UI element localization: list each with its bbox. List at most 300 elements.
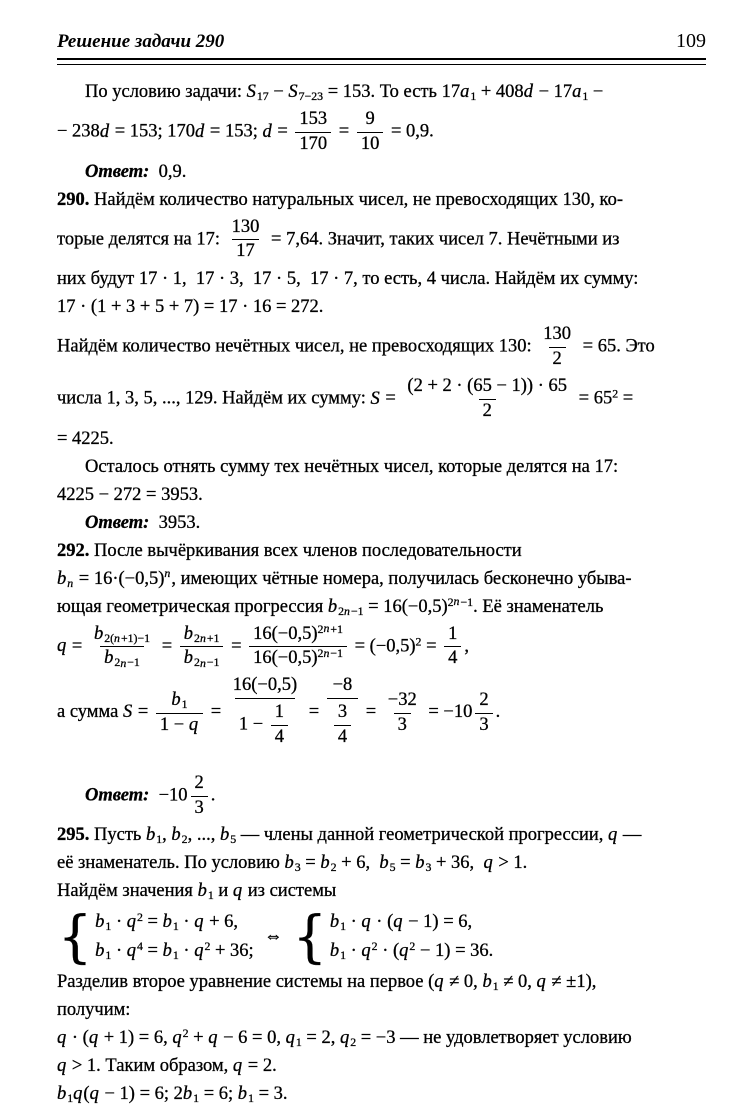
text-run: 2: [317, 646, 324, 661]
subscript: 1: [492, 979, 499, 994]
subscript: 3: [294, 860, 301, 875]
text-run: −: [588, 82, 604, 102]
text-run: q: [194, 912, 204, 933]
text-run: =: [206, 702, 226, 723]
text-run: =: [421, 636, 442, 657]
subscript: 1: [340, 919, 346, 934]
subscript: 5: [389, 860, 396, 875]
text-run: −1: [350, 603, 364, 618]
text-run: ющая геометрическая прогрессия: [57, 596, 328, 617]
text-run: d: [262, 121, 272, 142]
text-run: d: [523, 82, 533, 102]
text-run: n: [344, 603, 350, 618]
text-run: 2(: [104, 630, 115, 645]
text-run: +: [188, 1028, 209, 1049]
text-run: −1: [460, 594, 474, 609]
text-run: После вычёркивания всех членов последовательности: [89, 540, 522, 561]
page-header: [57, 30, 706, 53]
text-line: [57, 1025, 706, 1052]
text-run: (2 + 2 · (65 − 1)) · 65: [407, 375, 568, 396]
superscript: 2: [415, 634, 422, 649]
text-run: её знаменатель. По условию: [57, 853, 285, 874]
text-run: S: [122, 702, 133, 723]
fraction: [384, 690, 421, 737]
text-run: Найдём количество натуральных чисел, не превосходящих 130, ко-: [89, 189, 623, 210]
text-run: S: [288, 82, 298, 102]
text-run: + 36,: [431, 853, 484, 874]
text-run: q: [536, 972, 546, 993]
text-run: · (: [371, 912, 394, 933]
text-run: b: [415, 853, 425, 874]
text-run: ·: [178, 941, 195, 962]
text-run: = −3 — не удовлетворяет условию: [356, 1028, 632, 1049]
text-line: [57, 822, 706, 849]
text-run: 3: [194, 797, 204, 818]
text-run: q: [194, 941, 204, 962]
text-run: −1: [330, 646, 343, 661]
text-run: b: [327, 596, 338, 617]
text-run: 2: [447, 594, 454, 609]
text-run: 16(−0,5): [232, 675, 298, 696]
numerator: [329, 675, 357, 698]
superscript: 2: [204, 939, 211, 954]
text-run: +1: [206, 630, 220, 645]
text-run: + 408: [476, 82, 524, 102]
text-line: [57, 771, 706, 822]
text-line: [57, 510, 706, 537]
superscript: 2: [182, 1026, 189, 1041]
denominator: [100, 646, 144, 670]
subscript: 1: [470, 89, 477, 104]
text-run: b: [237, 1084, 248, 1105]
running-head-title: Решение задачи 290: [57, 31, 225, 52]
text-run: b: [284, 853, 294, 874]
text-run: b: [379, 853, 389, 874]
text-run: b: [183, 648, 194, 669]
text-run: 130: [543, 324, 572, 345]
text-run: q: [232, 881, 243, 902]
text-run: b: [182, 1084, 193, 1105]
subscript: 2: [181, 832, 188, 847]
superscript: 2: [371, 939, 378, 954]
denominator: [249, 646, 347, 670]
text-run: 1 −: [238, 714, 268, 735]
text-run: b: [329, 912, 340, 933]
text-line: [57, 903, 706, 970]
text-line: [57, 850, 706, 877]
numerator: [167, 690, 191, 713]
text-run: +1)−1: [120, 630, 151, 645]
text-run: q: [57, 636, 67, 657]
text-run: ·: [346, 912, 362, 933]
subscript: [194, 656, 219, 670]
text-run: q: [361, 941, 371, 962]
text-run: 1 −: [159, 714, 189, 735]
text-line: [57, 594, 706, 621]
text-run: q: [188, 714, 199, 735]
text-run: ≠ 0,: [444, 972, 483, 993]
text-run: 292.: [57, 540, 90, 561]
text-line: [57, 1081, 706, 1108]
subscript: 1: [181, 696, 188, 711]
equation-rows: [95, 908, 254, 966]
text-run: q: [285, 1028, 295, 1049]
numerator: [191, 773, 208, 796]
text-run: d: [99, 121, 110, 142]
text-run: > 1.: [493, 853, 528, 874]
text-run: ·: [178, 912, 195, 933]
text-run: = 4225.: [57, 428, 114, 449]
text-run: − 238: [57, 121, 100, 142]
text-run: 17 · (1 + 3 + 5 + 7) = 17 · 16 = 272.: [57, 297, 324, 318]
text-run: = −10: [423, 702, 473, 723]
subscript: 1: [105, 919, 112, 934]
text-run: Найдём количество нечётных чисел, не превосходящих 130:: [57, 336, 537, 357]
text-run: =: [142, 912, 163, 933]
text-run: 3953.: [149, 512, 201, 533]
text-run: q: [483, 853, 493, 874]
text-line: [57, 426, 706, 453]
superscript: 2: [136, 910, 143, 925]
text-run: 1: [274, 702, 285, 723]
text-run: 0,9.: [149, 161, 187, 182]
denominator: [271, 725, 288, 749]
text-line: [57, 538, 706, 565]
denominator: [180, 646, 224, 670]
text-run: = 2,: [301, 1028, 340, 1049]
text-run: ·: [346, 941, 362, 962]
fraction: [539, 324, 575, 371]
denominator: [334, 725, 351, 749]
text-run: ·: [111, 941, 127, 962]
numerator: [249, 621, 347, 647]
text-run: −: [268, 82, 289, 102]
numerator: [295, 109, 331, 132]
numerator: [403, 376, 571, 399]
denominator: [475, 713, 492, 737]
text-run: b: [171, 825, 181, 846]
text-run: Пусть: [89, 825, 146, 846]
text-run: −1: [206, 655, 220, 670]
text-run: q: [434, 972, 444, 993]
numerator: [228, 217, 264, 240]
text-run: 2: [479, 689, 489, 710]
text-run: n: [323, 621, 330, 636]
text-run: = 7,64. Значит, таких чисел 7. Нечётными из: [266, 229, 620, 250]
text-run: =: [618, 388, 634, 409]
numerator: [229, 675, 301, 698]
subscript: 1: [67, 1091, 74, 1106]
text-run: , имеющих чётные номера, получилась бесконечно убыва-: [171, 568, 632, 589]
text-run: q: [172, 1028, 182, 1049]
text-run: числа 1, 3, 5, ..., 129. Найдём их сумму:: [57, 388, 371, 409]
text-run: .: [495, 702, 501, 723]
text-run: = 16·(−0,5): [74, 568, 165, 589]
subscript: 5: [230, 832, 237, 847]
fraction: [295, 109, 331, 156]
text-run: а сумма: [57, 702, 123, 723]
text-run: q: [208, 1028, 218, 1049]
text-run: 170: [299, 133, 328, 154]
text-run: b: [197, 881, 207, 902]
text-run: b: [162, 912, 172, 933]
superscript: [318, 621, 343, 635]
subscript: 7−23: [298, 89, 324, 104]
numerator: [271, 702, 288, 725]
text-run: q: [126, 941, 136, 962]
text-line: [57, 266, 706, 293]
numerator: [90, 624, 154, 647]
text-run: = 65: [574, 388, 613, 409]
text-run: q: [399, 941, 409, 962]
numerator: [180, 624, 224, 647]
text-run: =: [226, 636, 247, 657]
equation-system: [292, 903, 494, 970]
fraction: [249, 621, 347, 671]
text-run: n: [199, 655, 206, 670]
text-run: b: [162, 941, 172, 962]
text-run: Осталось отнять сумму тех нечётных чисел, которые делятся на 17:: [85, 456, 619, 477]
text-run: 1: [448, 623, 458, 644]
denominator: [232, 239, 259, 263]
text-run: S: [246, 82, 256, 102]
text-run: = 16(−0,5): [363, 596, 448, 617]
text-run: q: [88, 1028, 99, 1049]
denominator: [394, 713, 411, 737]
text-run: ≠ 0,: [498, 972, 537, 993]
equation-system: [58, 903, 254, 970]
text-line: [57, 454, 706, 481]
fraction: [271, 702, 288, 749]
text-run: Ответ:: [85, 512, 150, 533]
text-run: 2: [338, 603, 345, 618]
superscript: [448, 594, 473, 608]
text-line: [57, 79, 706, 106]
text-run: 130: [231, 216, 260, 237]
text-run: = 2.: [243, 1056, 277, 1077]
text-run: =: [361, 702, 381, 723]
fraction: [228, 217, 264, 264]
text-run: =: [380, 388, 401, 409]
text-run: q: [393, 912, 403, 933]
header-divider: [57, 58, 706, 65]
subscript: 1: [295, 1035, 302, 1050]
text-run: q: [57, 1056, 67, 1077]
text-run: = 153; 170: [110, 121, 196, 142]
text-line: [57, 1053, 706, 1080]
text-run: — члены данной геометрической прогрессии,: [236, 825, 608, 846]
text-run: a: [572, 82, 582, 102]
text-run: По условию задачи:: [85, 82, 247, 102]
text-run: них будут 17 · 1, 17 · 3, 17 · 5, 17 · 7, то есть, 4 числа. Найдём их сумму:: [57, 269, 639, 290]
text-run: n: [120, 655, 127, 670]
superscript: 2: [409, 939, 416, 954]
text-run: 295.: [57, 825, 90, 846]
fraction: [229, 675, 301, 750]
subscript: [104, 631, 150, 645]
denominator: [444, 646, 461, 670]
text-line: [57, 187, 706, 214]
numerator: [539, 324, 575, 347]
subscript: 1: [340, 948, 346, 963]
left-brace-icon: {: [58, 903, 93, 970]
text-run: − 1) = 36.: [415, 941, 494, 962]
text-line: [57, 754, 706, 770]
text-line: [57, 969, 706, 996]
text-run: + 1) = 6,: [99, 1028, 173, 1049]
text-run: q: [361, 912, 371, 933]
text-line: [57, 566, 706, 593]
fraction: [327, 675, 358, 750]
text-line: [57, 107, 706, 158]
text-run: =: [300, 853, 321, 874]
text-run: =: [67, 636, 87, 657]
text-run: −8: [332, 675, 353, 696]
text-run: 2: [194, 630, 200, 645]
fraction: [191, 773, 208, 820]
text-run: a: [460, 82, 470, 102]
text-run: b: [171, 689, 181, 710]
denominator: [357, 132, 384, 156]
denominator: [327, 698, 358, 751]
subscript: 1: [105, 948, 112, 963]
text-run: b: [57, 1084, 67, 1105]
subscript: 1: [582, 89, 589, 104]
text-run: 4225 − 272 = 3953.: [57, 484, 203, 505]
text-line: [57, 322, 706, 373]
fraction: [180, 624, 224, 671]
text-run: + 6,: [204, 912, 238, 933]
text-run: 2: [114, 655, 121, 670]
text-run: + 6,: [336, 853, 380, 874]
denominator: [479, 399, 496, 423]
text-run: .: [210, 785, 216, 806]
text-run: 153: [299, 109, 328, 129]
text-run: (: [83, 1084, 90, 1105]
denominator: [191, 796, 208, 820]
left-brace-icon: {: [292, 903, 327, 970]
subscript: 1: [172, 919, 179, 934]
text-line: [57, 673, 706, 752]
text-run: 16(−0,5): [253, 648, 318, 669]
text-line: [57, 997, 706, 1024]
text-run: b: [183, 623, 194, 644]
fraction: [444, 624, 461, 671]
text-run: =: [157, 636, 177, 657]
equation-row: [95, 908, 238, 937]
text-run: Разделив второе уравнение системы на первое (: [57, 972, 435, 993]
subscript: 1: [156, 832, 163, 847]
text-run: и: [213, 881, 233, 902]
subscript: 2: [350, 1035, 357, 1050]
text-run: − 1) = 6; 2: [99, 1084, 183, 1105]
text-run: −10: [149, 785, 188, 806]
text-run: b: [93, 623, 104, 644]
text-run: · (: [67, 1028, 89, 1049]
text-run: = 0,9.: [386, 121, 434, 142]
text-run: 2: [317, 621, 324, 636]
text-run: 3: [397, 714, 407, 735]
text-run: b: [104, 648, 114, 669]
text-line: [57, 482, 706, 509]
subscript: 17: [256, 89, 269, 104]
text-run: 17: [236, 241, 255, 262]
text-run: q: [73, 1084, 83, 1105]
text-run: · (: [377, 941, 400, 962]
text-run: q: [339, 1028, 350, 1049]
text-line: [57, 878, 706, 905]
text-run: 2: [552, 349, 562, 370]
text-run: 2: [194, 772, 204, 793]
text-run: =: [304, 702, 324, 723]
text-run: q: [232, 1056, 243, 1077]
text-run: n: [164, 566, 171, 581]
text-run: = 153;: [205, 121, 263, 142]
fraction: [475, 690, 492, 737]
text-run: n: [199, 630, 206, 645]
text-run: −32: [387, 689, 417, 710]
text-run: − 1) = 6,: [403, 912, 473, 933]
text-run: q: [89, 1084, 99, 1105]
text-run: 4: [274, 726, 285, 747]
text-line: [57, 159, 706, 186]
numerator: [444, 624, 461, 647]
superscript: [318, 646, 343, 660]
text-run: n: [67, 575, 74, 590]
text-run: =: [142, 941, 163, 962]
text-run: d: [195, 121, 205, 142]
fraction: [357, 109, 384, 156]
text-run: − 17: [533, 82, 573, 102]
text-run: =: [133, 702, 153, 723]
text-line: [57, 374, 706, 425]
subscript: 1: [172, 948, 179, 963]
text-line: [57, 215, 706, 266]
text-run: Ответ:: [85, 785, 150, 806]
text-run: b: [145, 825, 156, 846]
text-run: > 1. Таким образом,: [67, 1056, 233, 1077]
text-run: =: [395, 853, 416, 874]
fraction: [334, 702, 351, 749]
text-run: ⇔: [254, 926, 292, 947]
subscript: 3: [425, 860, 432, 875]
text-run: Найдём значения: [57, 881, 198, 902]
text-run: b: [482, 972, 492, 993]
subscript: [114, 656, 139, 670]
text-run: = 65. Это: [578, 336, 655, 357]
text-run: ,: [162, 825, 172, 846]
text-run: =: [334, 121, 354, 142]
text-run: = 6;: [199, 1084, 238, 1105]
text-run: b: [329, 941, 340, 962]
text-run: ≠ ±1),: [546, 972, 597, 993]
fraction: [403, 376, 571, 423]
denominator: [156, 713, 203, 737]
subscript: 1: [193, 1091, 200, 1106]
fraction: [90, 624, 154, 671]
text-line: [57, 622, 706, 673]
text-run: получим:: [57, 1000, 131, 1021]
subscript: 1: [248, 1091, 254, 1106]
text-run: ,: [464, 636, 470, 657]
subscript: 1: [207, 888, 214, 903]
text-run: 3: [337, 702, 348, 723]
text-run: S: [370, 388, 380, 409]
page-number: 109: [676, 30, 706, 52]
numerator: [334, 702, 351, 725]
text-run: n: [453, 594, 460, 609]
fraction: [156, 690, 203, 737]
